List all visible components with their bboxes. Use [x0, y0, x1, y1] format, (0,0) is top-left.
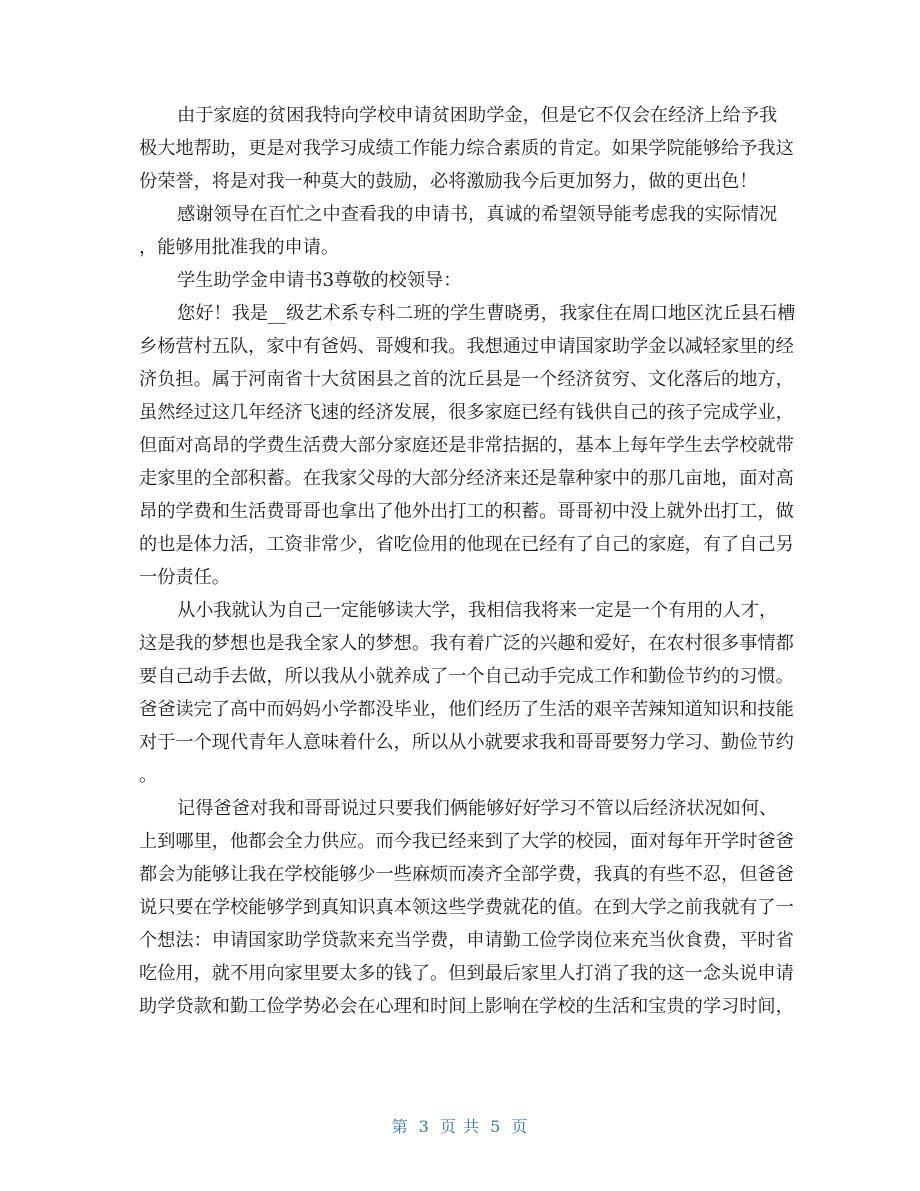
text-line: 从小我就认为自己一定能够读大学，我相信我将来一定是一个有用的人才，: [177, 600, 778, 621]
text-line: 这是我的梦想也是我全家人的梦想。我有着广泛的兴趣和爱好，在农村很多事情都: [139, 633, 794, 654]
text-line: 虽然经过这几年经济飞速的经济发展，很多家庭已经有钱供自己的孩子完成学业，: [139, 402, 794, 423]
text-line: 学生助学金申请书3尊敬的校领导：: [177, 270, 462, 291]
text-line: 记得爸爸对我和哥哥说过只要我们俩能够好好学习不管以后经济状况如何、: [177, 798, 778, 819]
text-line: 但面对高昂的学费生活费大部分家庭还是非常拮据的，基本上每年学生去学校就带: [139, 435, 794, 456]
text-line: 走家里的全部积蓄。在我家父母的大部分经济来还是靠种家中的那几亩地，面对高: [139, 468, 794, 489]
text-line: 济负担。属于河南省十大贫困县之首的沈丘县是一个经济贫穷、文化落后的地方，: [139, 369, 794, 390]
text-line: 说只要在学校能够学到真知识真本领这些学费就花的值。在到大学之前我就有了一: [139, 897, 794, 918]
footer-middle: 页 共: [439, 1117, 481, 1136]
footer-current-page: 3: [418, 1117, 430, 1136]
text-line: 要自己动手去做，所以我从小就养成了一个自己动手完成工作和勤俭节约的习惯。: [139, 666, 794, 687]
text-line: 感谢领导在百忙之中查看我的申请书，真诚的希望领导能考虑我的实际情况: [177, 204, 778, 225]
text-line: 份荣誉，将是对我一种莫大的鼓励，必将激励我今后更加努力，做的更出色！: [139, 171, 758, 192]
document-body: [139, 99, 796, 1023]
footer-suffix: 页: [511, 1117, 529, 1136]
text-line: 的也是体力活，工资非常少，省吃俭用的他现在已经有了自己的家庭，有了自己另: [139, 534, 794, 555]
text-line: 吃俭用，就不用向家里要太多的钱了。但到最后家里人打消了我的这一念头说申请: [139, 963, 794, 984]
text-line: 个想法：申请国家助学贷款来充当学费，申请勤工俭学岗位来充当伙食费，平时省: [139, 930, 794, 951]
footer-total-pages: 5: [490, 1117, 502, 1136]
text-line: 对于一个现代青年人意味着什么，所以从小就要求我和哥哥要努力学习、勤俭节约: [139, 732, 794, 753]
text-line: 助学贷款和勤工俭学势必会在心理和时间上影响在学校的生活和宝贵的学习时间，: [139, 996, 794, 1017]
text-line: 。: [139, 765, 158, 786]
text-line: 极大地帮助，更是对我学习成绩工作能力综合素质的肯定。如果学院能够给予我这: [139, 138, 794, 159]
text-line: 都会为能够让我在学校能够少一些麻烦而凑齐全部学费，我真的有些不忍，但爸爸: [139, 864, 794, 885]
text-line: 一份责任。: [139, 567, 230, 588]
page-footer: [0, 1114, 920, 1137]
text-line: ，能够用批准我的申请。: [139, 237, 340, 258]
text-line: 您好！我是__级艺术系专科二班的学生曹晓勇，我家住在周口地区沈丘县石槽: [177, 303, 796, 324]
text-line: 爸爸读完了高中而妈妈小学都没毕业，他们经历了生活的艰辛苦辣知道知识和技能: [139, 699, 794, 720]
text-line: 由于家庭的贫困我特向学校申请贫困助学金，但是它不仅会在经济上给予我: [177, 105, 778, 126]
text-line: 上到哪里，他都会全力供应。而今我已经来到了大学的校园，面对每年开学时爸爸: [139, 831, 794, 852]
text-line: 乡杨营村五队，家中有爸妈、哥嫂和我。我想通过申请国家助学金以减轻家里的经: [139, 336, 794, 357]
footer-prefix: 第: [391, 1117, 409, 1136]
text-line: 昂的学费和生活费哥哥也拿出了他外出打工的积蓄。哥哥初中没上就外出打工，做: [139, 501, 794, 522]
